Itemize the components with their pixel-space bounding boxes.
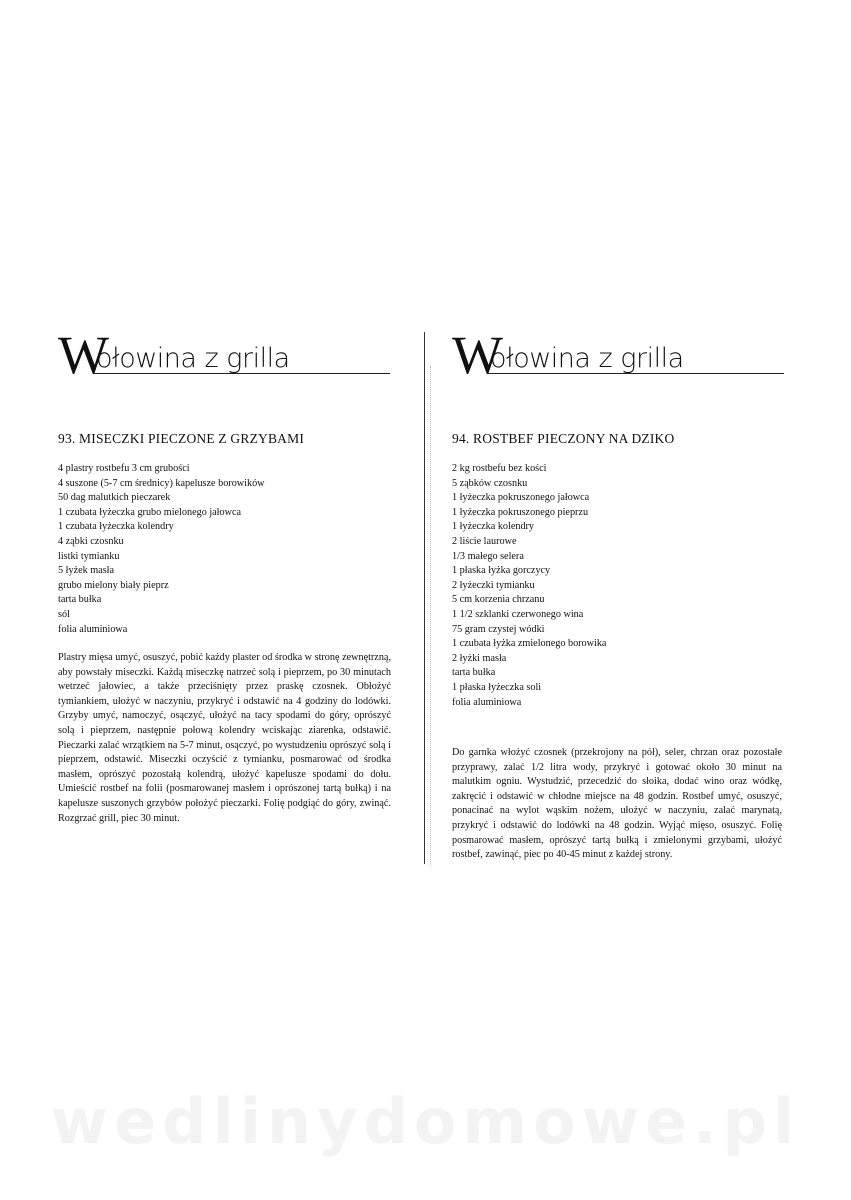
ingredient-item: listki tymianku <box>58 550 120 562</box>
ingredient-item: folia aluminiowa <box>58 623 128 635</box>
ingredient-item: 1 łyżeczka pokruszonego pieprzu <box>452 506 589 518</box>
left-header-initial: W <box>58 325 107 385</box>
ingredient-item: 1 czubata łyżka zmielonego borowika <box>452 638 607 650</box>
ingredient-item: 1 płaska łyżka gorczycy <box>452 565 551 577</box>
ingredient-item: 1 1/2 szklanki czerwonego wina <box>452 608 584 620</box>
ingredient-item: tarta bułka <box>58 594 102 606</box>
ingredient-item: 5 cm korzenia chrzanu <box>452 594 545 606</box>
ingredient-item: 1 łyżeczka pokruszonego jałowca <box>452 492 590 504</box>
right-chapter-header <box>452 325 792 385</box>
ingredient-item: 2 liście laurowe <box>452 535 517 547</box>
ingredient-item: 1 czubata łyżeczka kolendry <box>58 521 174 533</box>
ingredient-item: 2 łyżeczki tymianku <box>452 579 535 591</box>
ingredient-item: 4 ząbki czosnku <box>58 535 124 547</box>
ingredient-item: 4 suszone (5-7 cm średnicy) kapelusze borowików <box>58 477 265 489</box>
page-gutter <box>430 366 431 866</box>
ingredient-item: 5 ząbków czosnku <box>452 477 528 489</box>
right-ingredient-list <box>452 462 606 710</box>
ingredient-item: 50 dag malutkich pieczarek <box>58 492 171 504</box>
left-recipe-instructions: Plastry mięsa umyć, osuszyć, pobić każdy plaster od środka w stronę zewnętrzną, aby powstały miseczki. Każdą miseczkę natrzeć solą i pieprzem, po 30 minutach wetrzeć jałowiec, a także przeciśnięty przez praskę czosnek. Obłożyć tymiankiem, ułożyć w naczyniu, przykryć i odstawić na 4 godziny do lodówki. Grzyby umyć, namoczyć, osączyć, ułożyć na tacy spodami do góry, oprószyć solą i pieprzem, następnie połową kolendry wciskając ziarenka, odstawić. Pieczarki zalać wrzątkiem na 5-7 minut, osączyć, po wystudzeniu oprószyć solą i pieprzem, odstawić. Miseczki oczyścić z tymianku, posmarować od środka masłem, oprószyć pozostałą kolendrą, ułożyć kapelusze spodami do dołu. Umieścić rostbef na folii (posmarowanej masłem i oprószonej tartą bułką) i na kapelusze suszonych grzybów położyć pieczarki. Folię podgiąć do góry, zwinąć. Rozgrzać grill, piec 30 minut. <box>58 652 391 824</box>
ingredient-item: 1 czubata łyżeczka grubo mielonego jałowca <box>58 506 242 518</box>
left-ingredient-list <box>58 462 265 637</box>
ingredient-item: 75 gram czystej wódki <box>452 623 545 635</box>
right-header-initial: W <box>452 325 501 385</box>
watermark: wedlinydomowe.pl <box>50 1085 801 1158</box>
ingredient-item: 4 plastry rostbefu 3 cm grubości <box>58 463 190 474</box>
left-header-underline <box>94 373 390 374</box>
left-chapter-header <box>58 325 398 385</box>
ingredient-item: folia aluminiowa <box>452 696 522 708</box>
right-recipe-title: 94. ROSTBEF PIECZONY NA DZIKO <box>452 431 675 446</box>
ingredient-item: 1 płaska łyżeczka soli <box>452 681 542 693</box>
ingredient-item: 1 łyżeczka kolendry <box>452 521 535 533</box>
ingredient-item: grubo mielony biały pieprz <box>58 579 169 591</box>
page-divider <box>424 332 425 864</box>
ingredient-item: tarta bułka <box>452 667 496 679</box>
ingredient-item: sól <box>58 608 70 620</box>
right-recipe-instructions: Do garnka włożyć czosnek (przekrojony na pół), seler, chrzan oraz pozostałe przyprawy, zalać 1/2 litra wody, przykryć i gotować około 30 minut na malutkim ogniu. Wystudzić, przecedzić do słoika, dodać wino oraz wódkę, zakręcić i odstawić w chłodne miejsce na 48 godzin. Rostbef umyć, osuszyć, ponacinać na wylot wąskim nożem, ułożyć w naczyniu, zalać marynatą, przykryć i odstawić do lodówki na 48 godzin. Wyjąć mięso, osuszyć. Folię posmarować masłem, oprószyć tartą bułką i zmielonymi grzybami, ułożyć rostbef, zawinąć, piec po 40-45 minut z każdej strony. <box>452 747 782 861</box>
ingredient-item: 5 łyżek masła <box>58 565 115 577</box>
right-header-text: ołowina z grilla <box>490 343 684 374</box>
right-header-underline <box>488 373 784 374</box>
ingredient-item: 2 kg rostbefu bez kości <box>452 463 547 474</box>
ingredient-item: 1/3 małego selera <box>452 550 524 562</box>
left-recipe-title: 93. MISECZKI PIECZONE Z GRZYBAMI <box>58 431 305 446</box>
left-header-text: ołowina z grilla <box>96 343 290 374</box>
ingredient-item: 2 łyżki masła <box>452 652 507 664</box>
